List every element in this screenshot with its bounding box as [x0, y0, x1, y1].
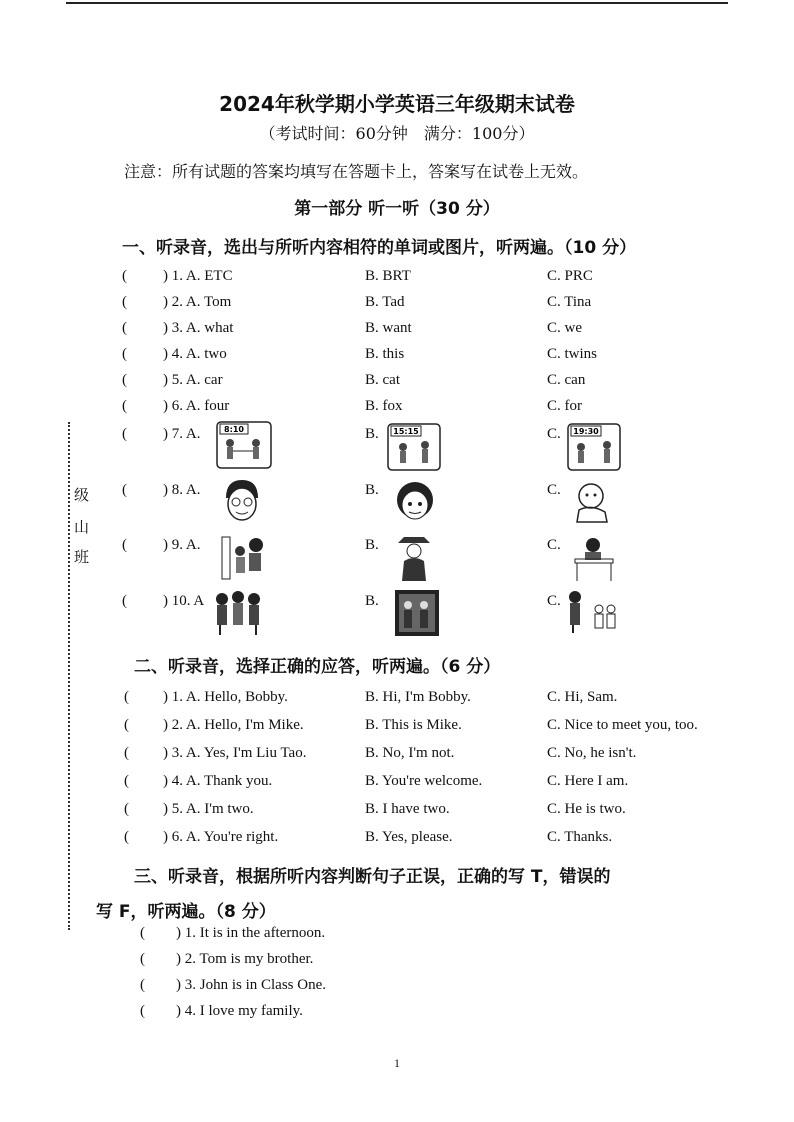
answer-paren[interactable]: ( [124, 745, 129, 761]
answer-paren[interactable]: ( [124, 801, 129, 817]
children-drawing-image [220, 533, 266, 581]
question-option-c: C. twins [547, 346, 598, 362]
answer-paren[interactable]: ( [124, 717, 129, 733]
question-option-c: C. No, he isn't. [547, 745, 637, 761]
answer-paren[interactable]: ( [124, 773, 129, 789]
question-option-b: B. want [365, 320, 412, 336]
clock-scene-b-image [387, 423, 441, 471]
judgement-statement: ) 3. John is in Class One. [176, 977, 326, 993]
section3-heading-cont: 写 F，听两遍。（8 分） [96, 902, 276, 922]
question-option-a: ) 5. A. car [163, 372, 223, 388]
question-option-b: B. cat [365, 372, 400, 388]
answer-paren[interactable]: ( [122, 346, 127, 362]
question-option-b: B. No, I'm not. [365, 745, 455, 761]
question-option-b: B. [365, 593, 379, 609]
group-children-image [212, 589, 264, 637]
question-option-a: ) 1. A. ETC [163, 268, 233, 284]
question-option-c: C. He is two. [547, 801, 626, 817]
top-rule [66, 2, 728, 4]
question-option-c: C. [547, 426, 561, 442]
judgement-statement: ) 2. Tom is my brother. [176, 951, 314, 967]
answer-paren[interactable]: ( [122, 593, 127, 609]
judgement-statement: ) 4. I love my family. [176, 1003, 303, 1019]
question-option-b: B. [365, 537, 379, 553]
question-option-a: ) 2. A. Tom [163, 294, 232, 310]
question-option-c: C. [547, 482, 561, 498]
question-option-a: ) 3. A. what [163, 320, 234, 336]
exam-notice: 注意：所有试题的答案均填写在答题卡上，答案写在试卷上无效。 [124, 162, 589, 181]
clock-a-label: 8:10 [224, 425, 244, 434]
question-option-c: C. Tina [547, 294, 592, 310]
question-option-b: B. Yes, please. [365, 829, 453, 845]
answer-paren[interactable]: ( [122, 268, 127, 284]
question-option-c: C. Hi, Sam. [547, 689, 618, 705]
question-option-c: C. [547, 593, 561, 609]
question-option-b: B. Hi, I'm Bobby. [365, 689, 471, 705]
question-option-b: B. You're welcome. [365, 773, 483, 789]
question-option-a: ) 10. A [163, 593, 205, 609]
page-number: 1 [394, 1056, 400, 1070]
question-option-b: B. I have two. [365, 801, 450, 817]
question-option-b: B. fox [365, 398, 403, 414]
answer-paren[interactable]: ( [122, 320, 127, 336]
question-option-c: C. Here I am. [547, 773, 629, 789]
baby-image [571, 480, 615, 526]
question-option-c: C. [547, 537, 561, 553]
question-option-c: C. PRC [547, 268, 593, 284]
boy-face-image [394, 478, 436, 524]
answer-paren[interactable]: ( [122, 372, 127, 388]
section2-heading: 二、听录音，选择正确的应答，听两遍。（6 分） [134, 657, 501, 677]
answer-paren[interactable]: ( [140, 925, 145, 941]
answer-paren[interactable]: ( [122, 482, 127, 498]
question-option-a: ) 7. A. [163, 426, 201, 442]
margin-label: 班 [74, 548, 90, 566]
section1-heading: 一、听录音，选出与所听内容相符的单词或图片，听两遍。（10 分） [122, 238, 637, 258]
question-option-a: ) 5. A. I'm two. [163, 801, 254, 817]
question-option-c: C. for [547, 398, 582, 414]
answer-paren[interactable]: ( [124, 829, 129, 845]
exam-title: 2024年秋学期小学英语三年级期末试卷 [219, 92, 575, 116]
answer-paren[interactable]: ( [140, 977, 145, 993]
answer-paren[interactable]: ( [122, 398, 127, 414]
answer-paren[interactable]: ( [140, 951, 145, 967]
answer-paren[interactable]: ( [140, 1003, 145, 1019]
student-desk-image [571, 535, 617, 583]
answer-paren[interactable]: ( [124, 689, 129, 705]
man-and-children-image [565, 589, 619, 635]
question-option-b: B. [365, 482, 379, 498]
answer-paren[interactable]: ( [122, 294, 127, 310]
question-option-b: B. This is Mike. [365, 717, 462, 733]
clock-b-label: 15:15 [393, 427, 419, 436]
question-option-c: C. Thanks. [547, 829, 613, 845]
exam-subtitle: （考试时间：60分钟 满分：100分） [259, 124, 535, 143]
question-option-b: B. [365, 426, 379, 442]
clock-scene-c-image [567, 423, 621, 471]
man-hat-image [394, 533, 434, 583]
question-option-b: B. this [365, 346, 405, 362]
question-option-c: C. we [547, 320, 582, 336]
question-option-b: B. BRT [365, 268, 411, 284]
question-option-a: ) 1. A. Hello, Bobby. [163, 689, 288, 705]
girl-face-image [222, 478, 262, 524]
question-option-c: C. can [547, 372, 586, 388]
question-option-c: C. Nice to meet you, too. [547, 717, 698, 733]
family-photo-image [394, 589, 440, 637]
judgement-statement: ) 1. It is in the afternoon. [176, 925, 326, 941]
question-option-b: B. Tad [365, 294, 405, 310]
binding-line [68, 422, 70, 930]
margin-label: 山 [74, 518, 90, 536]
question-option-a: ) 4. A. two [163, 346, 227, 362]
clock-c-label: 19:30 [573, 427, 599, 436]
answer-paren[interactable]: ( [122, 426, 127, 442]
question-option-a: ) 6. A. four [163, 398, 230, 414]
section3-heading: 三、听录音，根据所听内容判断句子正误，正确的写 T，错误的 [134, 867, 611, 887]
part-title: 第一部分 听一听（30 分） [294, 199, 500, 219]
clock-scene-a-image [216, 421, 272, 469]
question-option-a: ) 9. A. [163, 537, 201, 553]
question-option-a: ) 4. A. Thank you. [163, 773, 273, 789]
question-option-a: ) 2. A. Hello, I'm Mike. [163, 717, 304, 733]
margin-label: 级 [74, 486, 90, 504]
question-option-a: ) 6. A. You're right. [163, 829, 279, 845]
question-option-a: ) 8. A. [163, 482, 201, 498]
question-option-a: ) 3. A. Yes, I'm Liu Tao. [163, 745, 307, 761]
answer-paren[interactable]: ( [122, 537, 127, 553]
